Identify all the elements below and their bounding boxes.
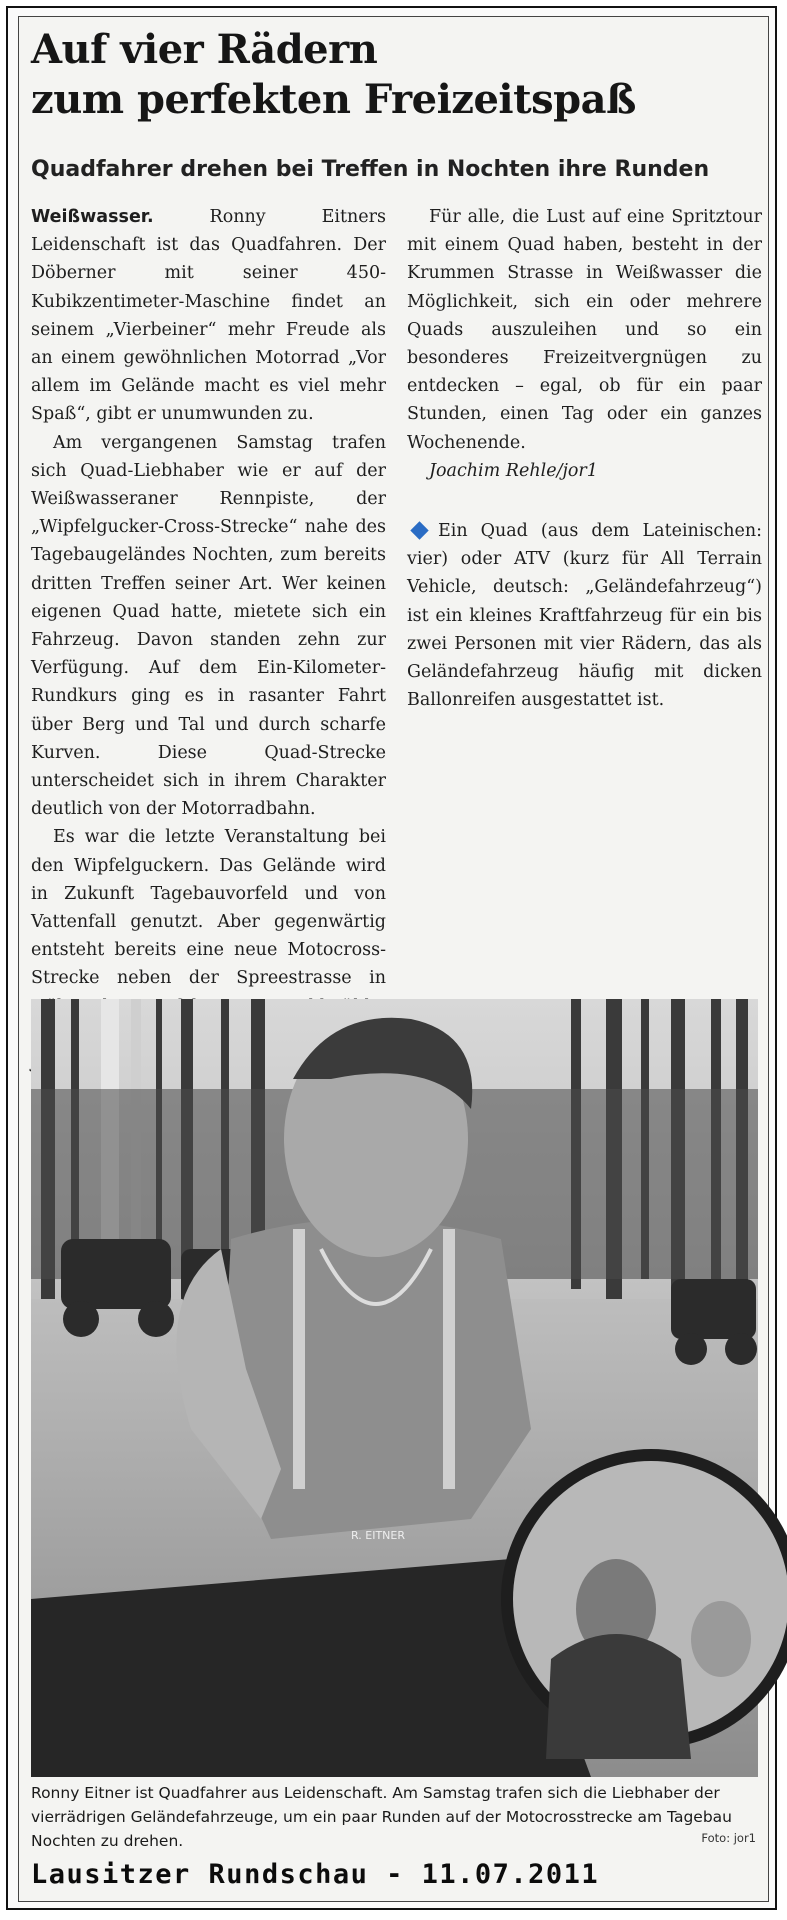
subheadline: Quadfahrer drehen bei Treffen in Nochten ihre Runden <box>31 157 710 182</box>
paragraph-3: Es war die letzte Veranstaltung bei den Wipfelguckern. Das Gelände wird in Zukunft Tagebauvorfeld und von Vattenfall genutzt. Aber gegenwärtig entsteht bereits eine neue Motocross-Strecke neben der Spreestrasse in <box>31 827 386 989</box>
paragraph-4: Für alle, die Lust auf eine Spritztour mit einem Quad haben, besteht in der Krummen Strasse in Weißwasser die Möglichkeit, sich ein oder mehrere Quads auszuleihen und so ein besonderes Freizeitvergnügen zu entdecken – egal, ob für ein paar Stunden, einen Tag oder ein ganzes Wochenende. <box>407 207 762 453</box>
paragraph-2: Am vergangenen Samstag trafen sich Quad-Liebhaber wie er auf der Weißwasseraner Rennpiste, der „Wipfelgucker-Cross-Strecke“ nahe des Tagebaugeländes Nochten, zum bereits dritten Treffen seiner Art. Wer keinen eigenen Quad hatte, mietete sich ein Fahrzeug. Davon standen zehn zur Verfügung. Auf dem Ein-Kilometer-Rundkurs ging es in rasanter Fahrt über Berg und Tal und durch scharfe Kurven. Diese Quad-Strecke unterscheidet sich in ihrem Charakter deutlich von der Motorradbahn. <box>31 432 386 820</box>
headline <box>31 25 751 125</box>
diamond-bullet-icon <box>410 521 428 539</box>
article-column-right <box>407 203 762 714</box>
photo-illustration <box>31 999 758 1777</box>
photo-credit: Foto: jor1 <box>701 1831 756 1845</box>
shirt-print: R. EITNER <box>351 1529 405 1542</box>
dateline: Weißwasser. <box>31 207 154 227</box>
byline: Joachim Rehle/jor1 <box>429 460 598 481</box>
clipping-frame <box>6 6 777 1910</box>
newspaper-clipping <box>18 16 769 1902</box>
headline-line-1: Auf vier Rädern <box>31 26 378 73</box>
info-box-text: Ein Quad (aus dem Lateinischen: vier) oder ATV (kurz für All Terrain Vehicle, deutsch: „Geländefahrzeug“) ist ein kleines Kraftfahrzeug für ein bis zwei Personen mit vier Rädern, das als Geländefahrzeug häufig mit dicken Ballonreifen ausgestattet ist. <box>407 521 762 711</box>
headline-line-2: zum perfekten Freizeitspaß <box>31 76 636 123</box>
source-footer: Lausitzer Rundschau - 11.07.2011 <box>31 1859 600 1890</box>
article-photo <box>31 999 758 1777</box>
info-box <box>407 517 762 714</box>
photo-caption: Ronny Eitner ist Quadfahrer aus Leidenschaft. Am Samstag trafen sich die Liebhaber der vierrädrigen Geländefahrzeuge, um ein paar Runden auf der Motocrosstrecke am Tagebau Nochten zu drehen. <box>31 1784 732 1850</box>
paragraph-1 <box>31 203 386 429</box>
paragraph-1-text: Ronny Eitners Leidenschaft ist das Quadfahren. Der Döberner mit seiner 450-Kubikzentimeter-Maschine findet an seinem „Vierbeiner“ mehr Freude als an einem gewöhnlichen Motorrad „Vor allem im Gelände macht es viel mehr Spaß“, gibt er unumwunden zu. <box>31 207 386 425</box>
article-column-left <box>31 203 386 989</box>
